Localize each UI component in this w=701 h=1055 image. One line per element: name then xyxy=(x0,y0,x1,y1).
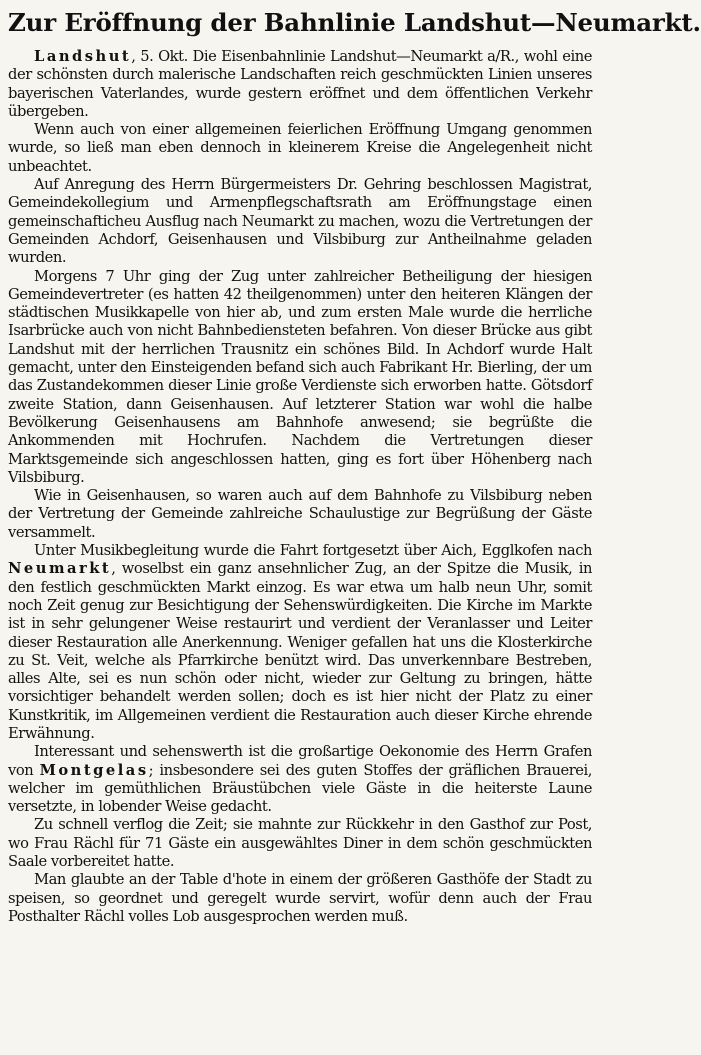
paragraph-4 xyxy=(8,268,592,488)
paragraph-6 xyxy=(8,542,592,743)
paragraph-1 xyxy=(8,48,592,121)
family-name-montgelas: Montgelas xyxy=(39,761,149,779)
paragraph-text: Man glaubte an der Table d'hote in einem der größeren Gasthöfe der Stadt zu speisen, so geordnet und geregelt wurde servirt, wofür denn auch der Frau Posthalter Rächl volles Lob ausgesprochen werden muß. xyxy=(8,871,592,925)
paragraph-text: Morgens 7 Uhr ging der Zug unter zahlreicher Betheiligung der hiesigen Gemeindevertreter (es hatten 42 theilgenommen) unter den heiteren Klängen der städtischen Musikkapelle von hier ab, und zum ersten Male wurde die herrliche Isarbrücke auch von nicht Bahnbediensteten befahren. Von dieser Brücke aus gibt Landshut mit der herrlichen Trausnitz ein schönes Bild. In Achdorf wurde Halt gemacht, unter den Einsteigenden befand sich auch Fabrikant Hr. Bierling, der um das Zustandekommen dieser Linie große Verdienste sich erworben hatte. Götsdorf zweite Station, dann Geisenhausen. Auf letzterer Station war wohl die halbe Bevölkerung Geisenhausens am Bahnhofe anwesend; sie begrüßte die Ankommenden mit Hochrufen. Nachdem die Vertretungen dieser Marktsgemeinde sich angeschlossen hatten, ging es fort über Höhenberg nach Vilsbiburg. xyxy=(8,267,592,486)
paragraph-7 xyxy=(8,743,592,816)
paragraph-text: , 5. Okt. Die Eisenbahnlinie Landshut—Neumarkt a/R., wohl eine der schönsten durch malerische Landschaften reich geschmückten Linien unseres bayerischen Vaterlandes, wurde gestern eröffnet und dem öffentlichen Verkehr übergeben. xyxy=(8,48,592,120)
paragraph-text: Interessant und sehenswerth ist die großartige Oekonomie des Herrn Grafen von xyxy=(8,743,592,779)
dateline-place: Landshut xyxy=(34,48,132,65)
paragraph-text: Wie in Geisenhausen, so waren auch auf dem Bahnhofe zu Vilsbiburg neben der Vertretung der Gemeinde zahlreiche Schaulustige zur Begrüßung der Gäste versammelt. xyxy=(8,487,592,541)
paragraph-8 xyxy=(8,816,592,871)
paragraph-text: Wenn auch von einer allgemeinen feierlichen Eröffnung Umgang genommen wurde, so ließ man eben dennoch in kleinerem Kreise die Angelegenheit nicht unbeachtet. xyxy=(8,121,592,175)
paragraph-text: ; insbesondere sei des guten Stoffes der gräflichen Brauerei, welcher im gemüthlichen Bräustübchen viele Gäste in die heiterste Laune versetzte, in lobender Weise gedacht. xyxy=(8,761,592,816)
paragraph-text: Unter Musikbegleitung wurde die Fahrt fortgesetzt über Aich, Egglkofen nach xyxy=(34,542,592,560)
place-name-neumarkt: Neumarkt xyxy=(8,560,112,578)
headline: Zur Eröffnung der Bahnlinie Landshut—Neumarkt. xyxy=(8,8,701,37)
paragraph-3 xyxy=(8,176,592,267)
article-body xyxy=(8,48,592,926)
paragraph-text: Zu schnell verflog die Zeit; sie mahnte zur Rückkehr in den Gasthof zur Post, wo Frau Rächl für 71 Gäste ein ausgewähltes Diner in dem schön geschmückten Saale vorbereitet hatte. xyxy=(8,816,592,871)
paragraph-text: , woselbst ein ganz ansehnlicher Zug, an der Spitze die Musik, in den festlich geschmückten Markt einzog. Es war etwa um halb neun Uhr, somit noch Zeit genug zur Besichtigung der Sehenswürdigkeiten. Die Kirche im Markte ist in sehr gelungener Weise restaurirt und verdient der Veranlasser und Leiter dieser Restauration alle Anerkennung. Weniger gefallen hat uns die Klosterkirche zu St. Veit, welche als Pfarrkirche benützt wird. Das unverkennbare Bestreben, alles Alte, sei es nun schön oder nicht, wieder zur Geltung zu bringen, hätte vorsichtiger behandelt werden sollen; doch es ist hier nicht der Platz zu einer Kunstkritik, im Allgemeinen verdient die Restauration auch dieser Kirche ehrende Erwähnung. xyxy=(8,560,592,742)
paragraph-text: Auf Anregung des Herrn Bürgermeisters Dr. Gehring beschlossen Magistrat, Gemeindekollegium und Armenpflegschaftsrath am Eröffnungstage einen gemeinschafticheu Ausflug nach Neumarkt zu machen, wozu die Vertretungen der Gemeinden Achdorf, Geisenhausen und Vilsbiburg zur Antheilnahme geladen wurden. xyxy=(8,176,592,267)
paragraph-2 xyxy=(8,121,592,176)
paragraph-9 xyxy=(8,871,592,926)
paragraph-5 xyxy=(8,487,592,542)
